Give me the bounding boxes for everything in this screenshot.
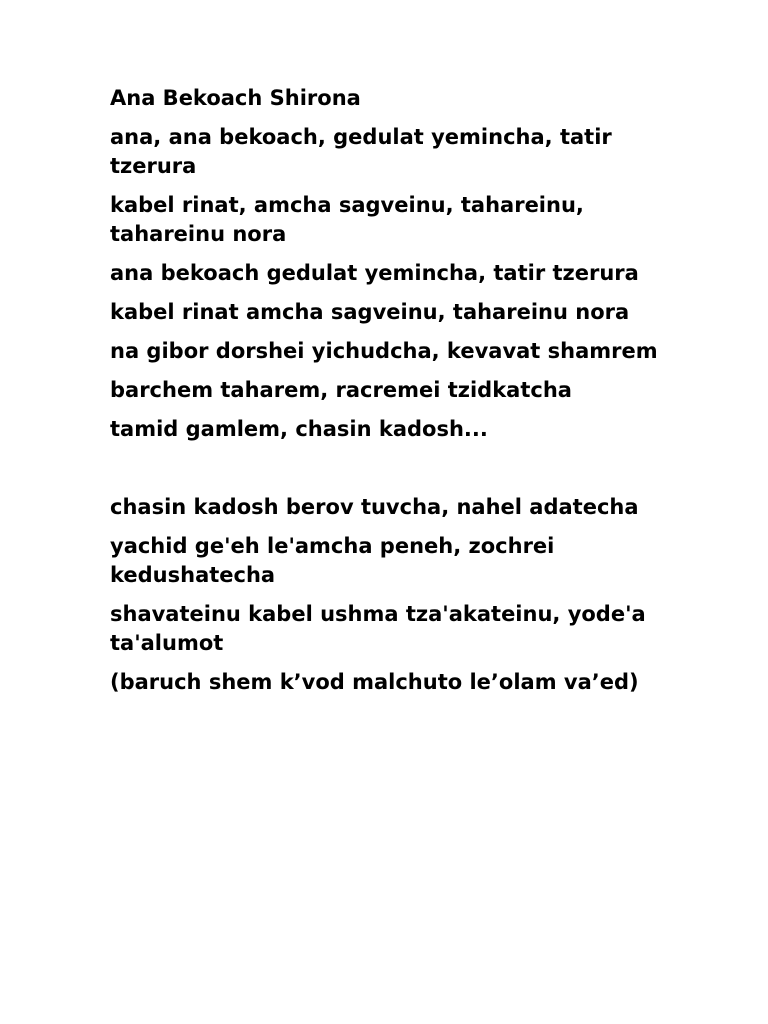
lyric-line: chasin kadosh berov tuvcha, nahel adatecha bbox=[110, 495, 639, 519]
lyric-line: kabel rinat amcha sagveinu, tahareinu nora bbox=[110, 300, 630, 324]
document-page bbox=[110, 84, 670, 707]
lyric-line: yachid ge'eh le'amcha peneh, zochrei kedushatecha bbox=[110, 534, 555, 587]
lyric-line: kabel rinat, amcha sagveinu, tahareinu, tahareinu nora bbox=[110, 193, 584, 246]
stanza-2 bbox=[110, 493, 670, 697]
lyric-line: ana, ana bekoach, gedulat yemincha, tatir tzerura bbox=[110, 125, 612, 178]
lyric-line: (baruch shem k’vod malchuto le’olam va’ed) bbox=[110, 670, 639, 694]
lyric-line: barchem taharem, racremei tzidkatcha bbox=[110, 378, 572, 402]
document-title: Ana Bekoach Shirona bbox=[110, 86, 361, 110]
lyric-line: ana bekoach gedulat yemincha, tatir tzerura bbox=[110, 261, 639, 285]
stanza-divider bbox=[110, 454, 670, 493]
lyric-line: tamid gamlem, chasin kadosh... bbox=[110, 417, 488, 441]
stanza-1 bbox=[110, 123, 670, 444]
lyric-line: shavateinu kabel ushma tza'akateinu, yode'a ta'alumot bbox=[110, 602, 646, 655]
lyric-line: na gibor dorshei yichudcha, kevavat shamrem bbox=[110, 339, 658, 363]
